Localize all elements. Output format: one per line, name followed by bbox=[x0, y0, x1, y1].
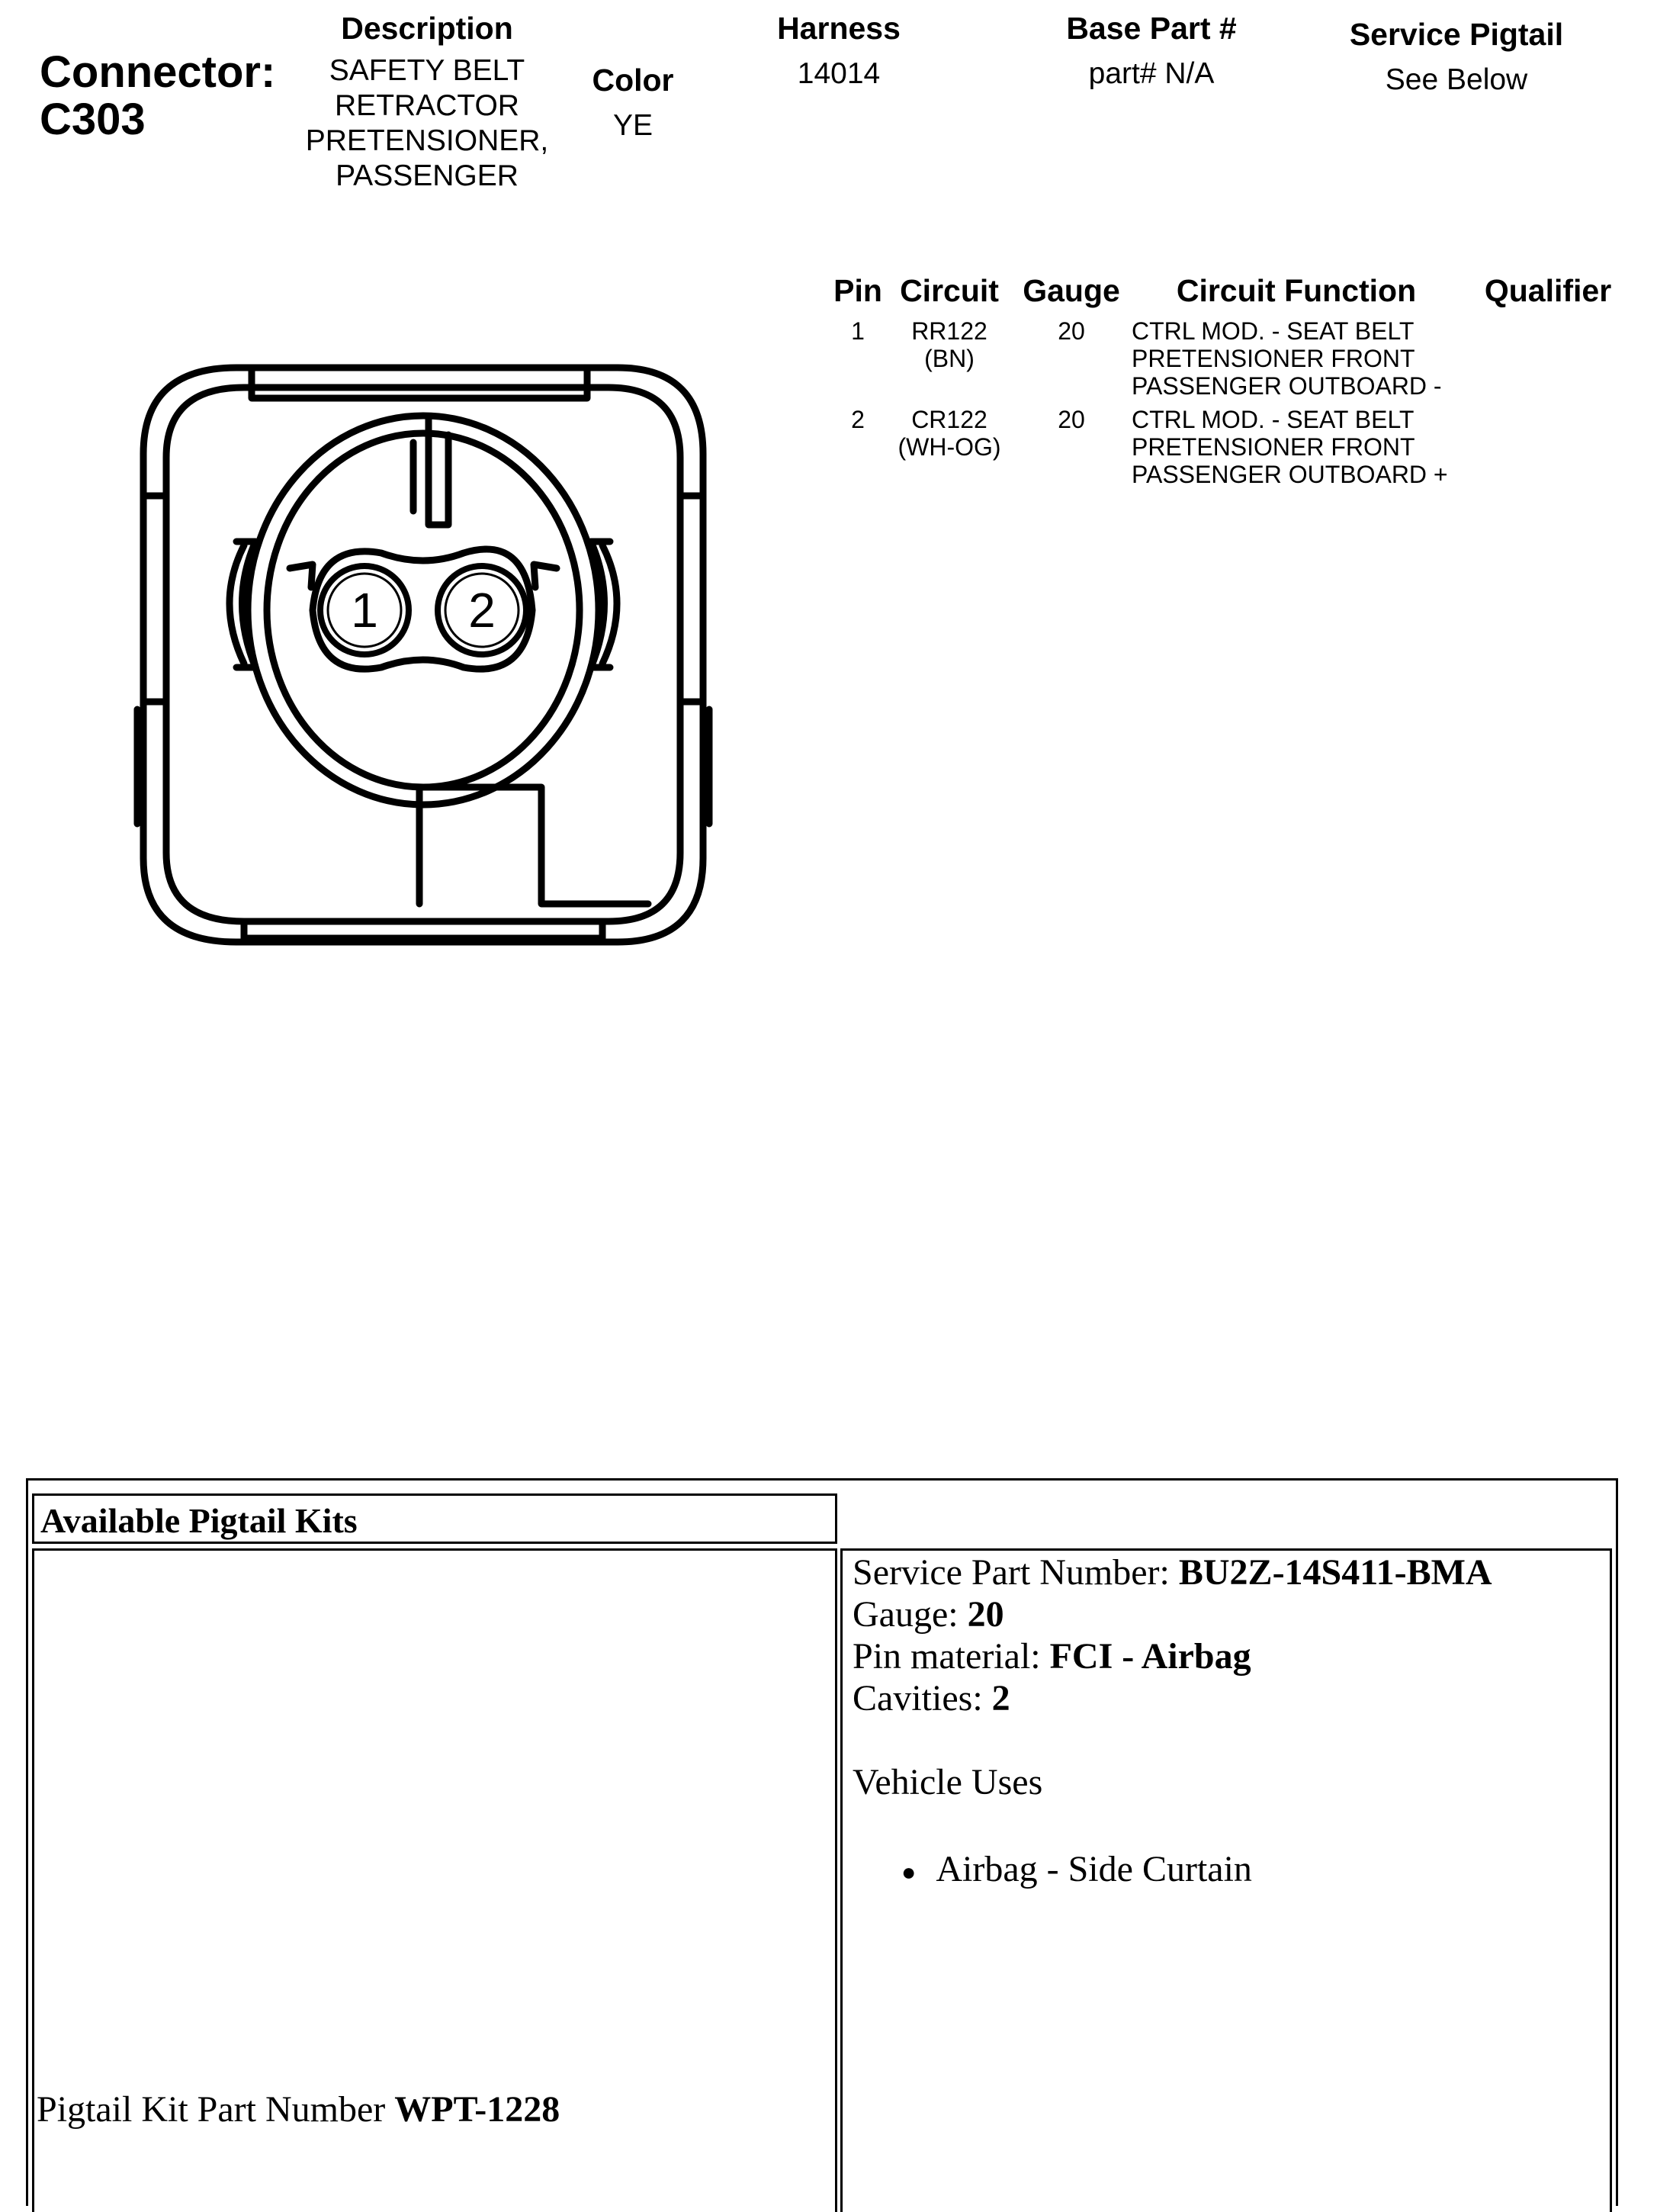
function-line: PRETENSIONER FRONT bbox=[1132, 345, 1415, 372]
circuit-id: RR122 bbox=[911, 317, 987, 345]
pin-material-value: FCI - Airbag bbox=[1049, 1636, 1251, 1677]
gauge-line bbox=[853, 1593, 1004, 1635]
vehicle-use-item bbox=[901, 1848, 1252, 1890]
base-part-value: part# N/A bbox=[1088, 57, 1215, 90]
service-part-line bbox=[853, 1551, 1492, 1593]
pigtail-kits-title: Available Pigtail Kits bbox=[40, 1501, 358, 1540]
bullet-icon: ● bbox=[901, 1858, 917, 1886]
function-cell bbox=[1132, 317, 1460, 400]
pin-col-header: Pin bbox=[833, 273, 882, 308]
description-line: PASSENGER bbox=[336, 159, 519, 192]
pin-number: 1 bbox=[851, 317, 865, 345]
function-cell bbox=[1132, 406, 1460, 488]
connector-id: C303 bbox=[40, 95, 146, 144]
pin-1-label: 1 bbox=[351, 583, 378, 638]
color-header: Color bbox=[592, 63, 674, 98]
cavities-label: Cavities: bbox=[853, 1678, 983, 1718]
pin-insert-oval bbox=[248, 416, 599, 805]
pigtail-kit-label: Pigtail Kit Part Number bbox=[37, 2089, 386, 2130]
top-lock-bar bbox=[252, 368, 587, 398]
pin-material-line bbox=[853, 1635, 1251, 1677]
harness-value: 14014 bbox=[797, 57, 881, 90]
circuit-col-header: Circuit bbox=[900, 273, 999, 308]
service-pigtail-header: Service Pigtail bbox=[1349, 17, 1564, 52]
harness-header: Harness bbox=[777, 11, 901, 46]
service-part-value: BU2Z-14S411-BMA bbox=[1178, 1552, 1492, 1593]
circuit-id: CR122 bbox=[911, 406, 987, 433]
circuit-wire-color: (WH-OG) bbox=[898, 433, 1001, 461]
circuit-cell bbox=[892, 317, 1007, 372]
gauge-col-header: Gauge bbox=[1023, 273, 1120, 308]
pigtail-kit-number: WPT-1228 bbox=[394, 2089, 560, 2130]
description-header: Description bbox=[341, 11, 513, 46]
pin-number: 2 bbox=[851, 406, 865, 433]
cavities-value: 2 bbox=[991, 1678, 1010, 1718]
pigtail-kits-title-cell bbox=[32, 1493, 837, 1544]
right-ear bbox=[591, 542, 617, 667]
function-col-header: Circuit Function bbox=[1176, 273, 1417, 308]
gauge-value: 20 bbox=[967, 1594, 1004, 1635]
vehicle-uses-heading: Vehicle Uses bbox=[853, 1762, 1043, 1802]
vehicle-use-label: Airbag - Side Curtain bbox=[936, 1849, 1252, 1889]
pigtail-kit-number-line bbox=[37, 2088, 560, 2130]
qualifier-col-header: Qualifier bbox=[1484, 273, 1612, 308]
function-line: CTRL MOD. - SEAT BELT bbox=[1132, 406, 1415, 433]
function-line: CTRL MOD. - SEAT BELT bbox=[1132, 317, 1415, 345]
pin-2-label: 2 bbox=[468, 583, 496, 638]
service-part-label: Service Part Number: bbox=[853, 1552, 1170, 1593]
left-notch bbox=[290, 564, 313, 587]
gauge-cell: 20 bbox=[1058, 406, 1085, 433]
description-line: SAFETY BELT bbox=[329, 54, 525, 87]
function-line: PASSENGER OUTBOARD + bbox=[1132, 461, 1448, 488]
pin-material-label: Pin material: bbox=[853, 1636, 1041, 1677]
cavities-line bbox=[853, 1677, 1010, 1719]
circuit-cell bbox=[892, 406, 1007, 461]
housing-outline bbox=[143, 368, 703, 942]
service-pigtail-value: See Below bbox=[1385, 63, 1528, 96]
base-part-header: Base Part # bbox=[1066, 11, 1237, 46]
connector-label: Connector: bbox=[40, 47, 276, 97]
right-notch bbox=[534, 564, 557, 587]
connector-title bbox=[40, 49, 275, 143]
left-ear bbox=[230, 542, 255, 667]
description-line: RETRACTOR bbox=[335, 89, 519, 122]
description-line: PRETENSIONER, bbox=[305, 124, 549, 157]
description-value bbox=[267, 53, 587, 194]
function-line: PRETENSIONER FRONT bbox=[1132, 433, 1415, 461]
circuit-wire-color: (BN) bbox=[924, 345, 975, 372]
function-line: PASSENGER OUTBOARD - bbox=[1132, 372, 1442, 400]
color-value: YE bbox=[612, 109, 653, 142]
gauge-label: Gauge: bbox=[853, 1594, 959, 1635]
gauge-cell: 20 bbox=[1058, 317, 1085, 345]
connector-face-diagram bbox=[130, 358, 732, 953]
